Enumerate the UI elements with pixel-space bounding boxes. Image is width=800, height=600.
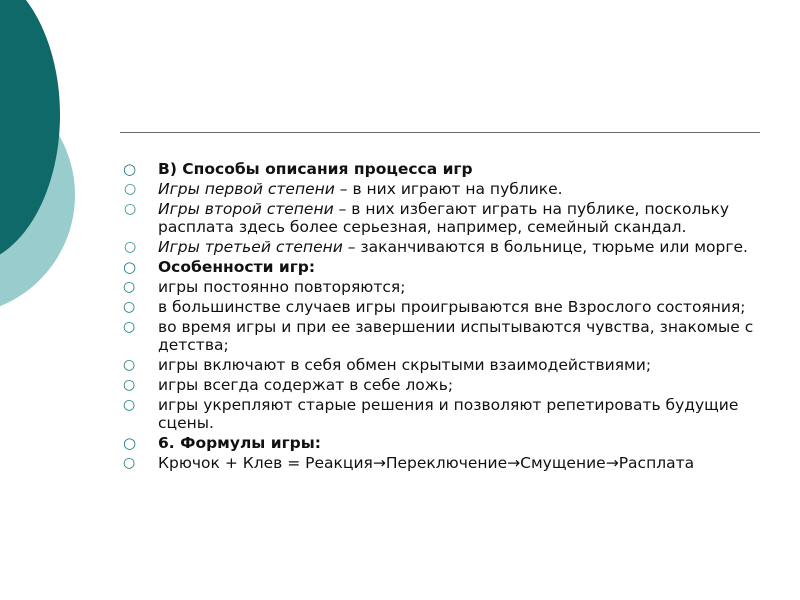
bullet-icon: ○ [124, 181, 137, 197]
heading-game-description: ○ В) Способы описания процесса игр [123, 160, 473, 178]
bullet-icon: ○ [124, 239, 137, 255]
bullet-icon: ○ [123, 434, 137, 452]
bullet-icon: ○ [123, 377, 136, 393]
bullet-icon: ○ [123, 397, 136, 413]
list-item: ○ игры постоянно повторяются; [123, 278, 406, 296]
bullet-icon: ○ [123, 357, 136, 373]
list-item-first-degree: ○ Игры первой степени – в них играют на публике. [124, 180, 563, 198]
list-item: ○ игры укрепляют старые решения и позволяют репетировать будущие сцены. [123, 396, 739, 432]
slide-body [120, 160, 780, 474]
title-divider [120, 132, 760, 133]
list-item-third-degree: ○ Игры третьей степени – заканчиваются в больнице, тюрьме или морге. [124, 238, 748, 256]
bullet-icon: ○ [123, 319, 136, 335]
list-item: ○ во время игры и при ее завершении испытываются чувства, знакомые с детства; [123, 318, 754, 354]
bullet-icon: ○ [123, 160, 137, 178]
list-item-formula: ○ Крючок + Клев = Реакция→Переключение→Смущение→Расплата [123, 454, 695, 472]
bullet-icon: ○ [124, 201, 137, 217]
list-item: ○ игры всегда содержат в себе ложь; [123, 376, 454, 394]
list-item: ○ игры включают в себя обмен скрытыми взаимодействиями; [123, 356, 652, 374]
heading-game-features: ○ Особенности игр: [123, 258, 316, 276]
list-item: ○ в большинстве случаев игры проигрываются вне Взрослого состояния; [123, 298, 746, 316]
bullet-icon: ○ [123, 299, 136, 315]
list-item-second-degree: ○ Игры второй степени – в них избегают играть на публике, поскольку расплата здесь более серьезная, например, семейный скандал. [124, 200, 730, 236]
bullet-icon: ○ [123, 455, 136, 471]
bullet-icon: ○ [123, 279, 136, 295]
heading-game-formula: ○ 6. Формулы игры: [123, 434, 321, 452]
bullet-icon: ○ [123, 258, 137, 276]
